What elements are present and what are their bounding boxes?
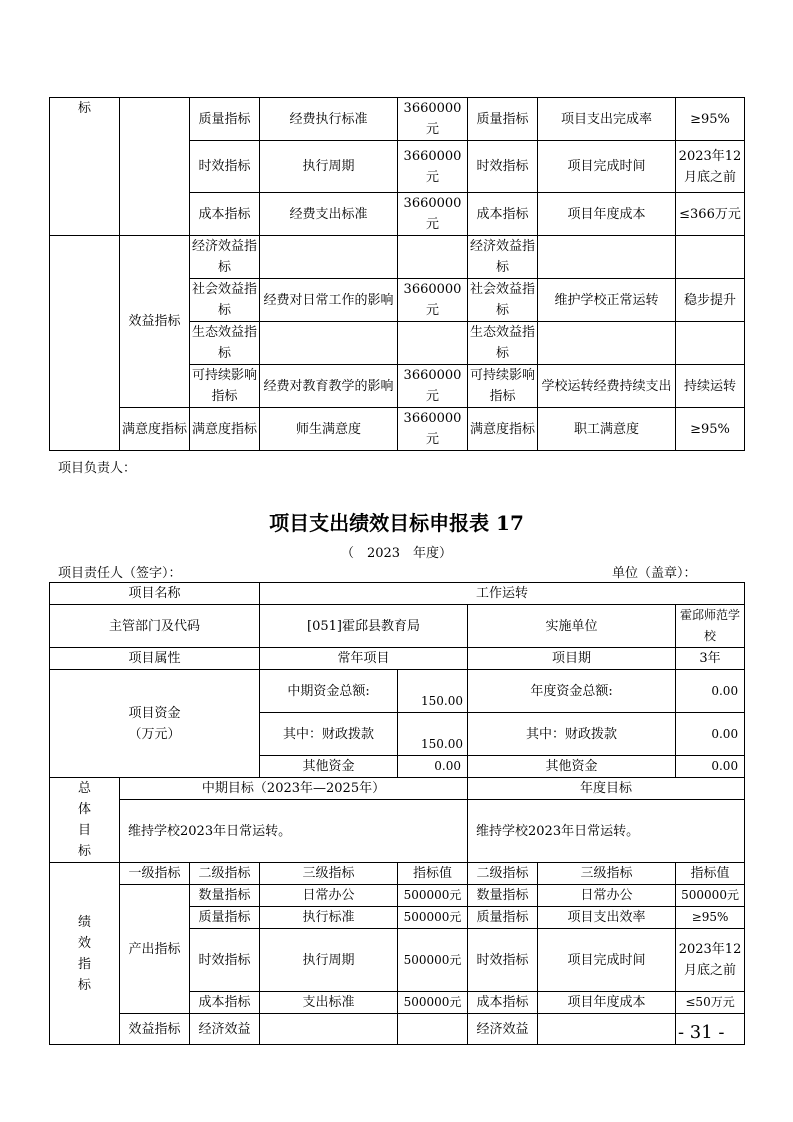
l3-cell: 经费对日常工作的影响: [260, 279, 398, 322]
year-fiscal-label: 其中：财政拨款: [468, 713, 676, 756]
level0-empty: [50, 236, 120, 451]
value-cell: [398, 236, 468, 279]
level1-cell: [120, 98, 190, 236]
header-l2: 二级指标: [190, 863, 260, 885]
header-l2b: 二级指标: [468, 863, 538, 885]
valueb-cell: 稳步提升: [676, 279, 745, 322]
l3b-cell: 日常办公: [538, 885, 676, 907]
responsible-signature-label: 项目责任人（签字）：: [58, 566, 182, 581]
l3-cell: 支出标准: [260, 992, 398, 1014]
mid-goal-header: 中期目标（2023年—2025年）: [120, 778, 468, 800]
l2b-cell: 质量指标: [468, 907, 538, 929]
project-name-value: 工作运转: [260, 583, 745, 605]
header-l1: 一级指标: [120, 863, 190, 885]
l3b-cell: 学校运转经费持续支出: [538, 365, 676, 408]
value-cell: 3660000元: [398, 98, 468, 141]
value-cell: 500000元: [398, 929, 468, 992]
l2b-cell: 经济效益: [468, 1014, 538, 1045]
project-name-label: 项目名称: [50, 583, 260, 605]
header-l3: 三级指标: [260, 863, 398, 885]
overall-goal-label: 总体目标: [50, 778, 120, 863]
l3b-cell: 职工满意度: [538, 408, 676, 451]
l2-cell: 满意度指标: [190, 408, 260, 451]
value-cell: 3660000元: [398, 141, 468, 193]
l2b-cell: 生态效益指标: [468, 322, 538, 365]
valueb-cell: [676, 322, 745, 365]
value-cell: 3660000元: [398, 408, 468, 451]
value-cell: 500000元: [398, 885, 468, 907]
valueb-cell: ≤366万元: [676, 193, 745, 236]
l3-cell: 执行周期: [260, 929, 398, 992]
header-value: 指标值: [398, 863, 468, 885]
l2-cell: 成本指标: [190, 992, 260, 1014]
impl-value: 霍邱师范学校: [676, 605, 745, 648]
year-other-label: 其他资金: [468, 756, 676, 778]
l3b-cell: 项目年度成本: [538, 193, 676, 236]
value-cell: 3660000元: [398, 193, 468, 236]
l3-cell: 执行周期: [260, 141, 398, 193]
l3-cell: 经费对教育教学的影响: [260, 365, 398, 408]
unit-seal-label: 单位（盖章）：: [612, 566, 697, 581]
l3-cell: [260, 1014, 398, 1045]
value-cell: 500000元: [398, 907, 468, 929]
mid-other-value: 0.00: [398, 756, 468, 778]
l2-cell: 经济效益: [190, 1014, 260, 1045]
value-cell: 3660000元: [398, 279, 468, 322]
l2b-cell: 数量指标: [468, 885, 538, 907]
dept-value: [051]霍邱县教育局: [260, 605, 468, 648]
year-total-value: 0.00: [676, 670, 745, 713]
l2b-cell: 可持续影响指标: [468, 365, 538, 408]
l3b-cell: [538, 1014, 676, 1045]
benefit-label: 效益指标: [120, 236, 190, 408]
l3b-cell: [538, 322, 676, 365]
page-number: - 31 -: [678, 1022, 725, 1043]
l3b-cell: 项目支出效率: [538, 907, 676, 929]
period-value: 3年: [676, 648, 745, 670]
period-label: 项目期: [468, 648, 676, 670]
year-goal-text: 维持学校2023年日常运转。: [468, 800, 745, 863]
perf-indicator-label: 绩效指标: [50, 863, 120, 1045]
l2-cell: 质量指标: [190, 98, 260, 141]
l3b-cell: 项目完成时间: [538, 929, 676, 992]
valueb-cell: ≥95%: [676, 408, 745, 451]
value-cell: 3660000元: [398, 365, 468, 408]
l2b-cell: 满意度指标: [468, 408, 538, 451]
l3b-cell: 维护学校正常运转: [538, 279, 676, 322]
value-cell: 500000元: [398, 992, 468, 1014]
valueb-cell: 500000元: [676, 885, 745, 907]
dept-label: 主管部门及代码: [50, 605, 260, 648]
level0-label: 标: [50, 98, 120, 236]
valueb-cell: ≥95%: [676, 907, 745, 929]
l2-cell: 数量指标: [190, 885, 260, 907]
l2-cell: 质量指标: [190, 907, 260, 929]
valueb-cell: 2023年12月底之前: [676, 929, 745, 992]
l2-cell: 成本指标: [190, 193, 260, 236]
project-leader-label: 项目负责人：: [58, 461, 137, 476]
l3b-cell: [538, 236, 676, 279]
fund-label: 项目资金（万元）: [50, 670, 260, 778]
l2b-cell: 成本指标: [468, 193, 538, 236]
l2-cell: 社会效益指标: [190, 279, 260, 322]
year-fiscal-value: 0.00: [676, 713, 745, 756]
header-l3b: 三级指标: [538, 863, 676, 885]
year-other-value: 0.00: [676, 756, 745, 778]
valueb-cell: 2023年12月底之前: [676, 141, 745, 193]
l2-cell: 时效指标: [190, 141, 260, 193]
l3b-cell: 项目完成时间: [538, 141, 676, 193]
mid-total-label: 中期资金总额:: [260, 670, 398, 713]
output-indicator-label: 产出指标: [120, 885, 190, 1014]
mid-goal-text: 维持学校2023年日常运转。: [120, 800, 468, 863]
l2b-cell: 社会效益指标: [468, 279, 538, 322]
year-total-label: 年度资金总额:: [468, 670, 676, 713]
l3-cell: 师生满意度: [260, 408, 398, 451]
satisfaction-label: 满意度指标: [120, 408, 190, 451]
mid-fiscal-label: 其中：财政拨款: [260, 713, 398, 756]
attr-value: 常年项目: [260, 648, 468, 670]
l2-cell: 时效指标: [190, 929, 260, 992]
performance-form-table: [49, 582, 745, 1045]
l3-cell: [260, 236, 398, 279]
valueb-cell: ≥95%: [676, 98, 745, 141]
mid-other-label: 其他资金: [260, 756, 398, 778]
form-title: 项目支出绩效目标申报表 17: [269, 511, 524, 535]
mid-total-value: 150.00: [398, 670, 468, 713]
l3-cell: 经费支出标准: [260, 193, 398, 236]
performance-table-continued: [49, 97, 745, 451]
header-valueb: 指标值: [676, 863, 745, 885]
l2b-cell: 质量指标: [468, 98, 538, 141]
l2b-cell: 成本指标: [468, 992, 538, 1014]
valueb-cell: 持续运转: [676, 365, 745, 408]
l2b-cell: 时效指标: [468, 141, 538, 193]
attr-label: 项目属性: [50, 648, 260, 670]
l2b-cell: 时效指标: [468, 929, 538, 992]
valueb-cell: ≤50万元: [676, 992, 745, 1014]
impl-label: 实施单位: [468, 605, 676, 648]
form-year: （ 2023 年度）: [340, 546, 453, 561]
l3b-cell: 项目支出完成率: [538, 98, 676, 141]
l3-cell: 日常办公: [260, 885, 398, 907]
l3-cell: [260, 322, 398, 365]
benefit-indicator-label: 效益指标: [120, 1014, 190, 1045]
l2b-cell: 经济效益指标: [468, 236, 538, 279]
l3-cell: 执行标准: [260, 907, 398, 929]
l3-cell: 经费执行标准: [260, 98, 398, 141]
l2-cell: 生态效益指标: [190, 322, 260, 365]
value-cell: [398, 1014, 468, 1045]
l2-cell: 经济效益指标: [190, 236, 260, 279]
value-cell: [398, 322, 468, 365]
year-goal-header: 年度目标: [468, 778, 745, 800]
l2-cell: 可持续影响指标: [190, 365, 260, 408]
valueb-cell: [676, 236, 745, 279]
l3b-cell: 项目年度成本: [538, 992, 676, 1014]
mid-fiscal-value: 150.00: [398, 713, 468, 756]
